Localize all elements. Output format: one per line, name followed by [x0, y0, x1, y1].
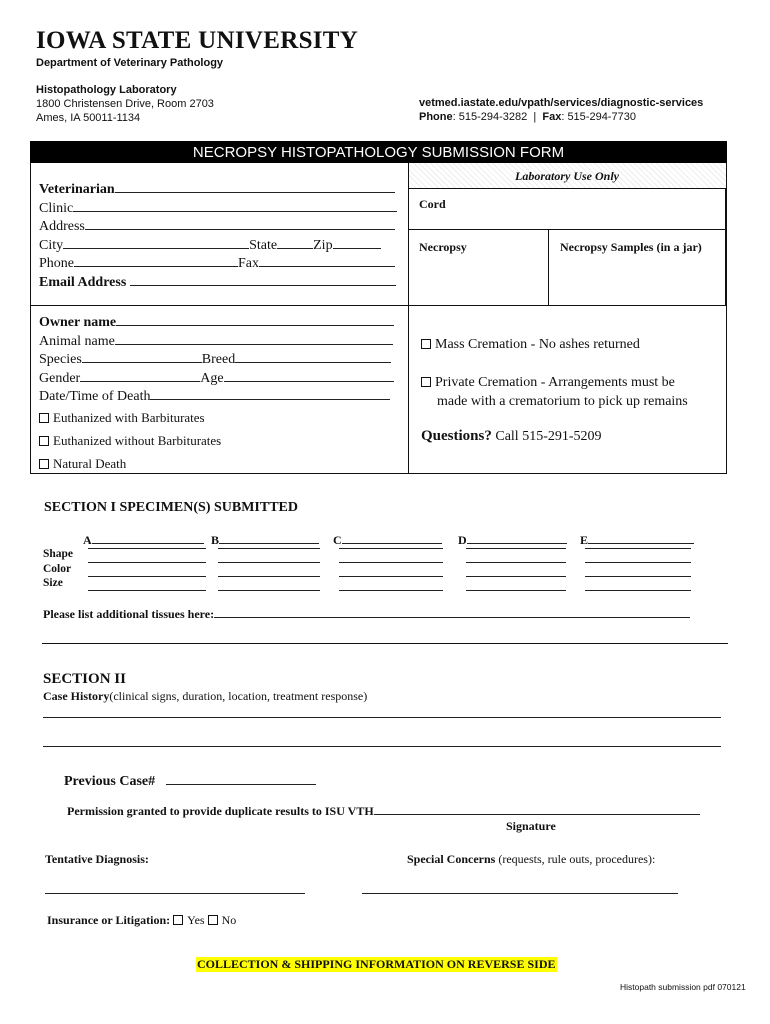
checkbox-icon[interactable]: [421, 377, 431, 387]
vet-owner-divider: [30, 305, 727, 306]
age-label: Age: [200, 370, 224, 386]
special-concerns-hint: (requests, rule outs, procedures):: [495, 852, 656, 866]
col-d: D: [458, 531, 567, 548]
death-label: Date/Time of Death: [39, 389, 151, 404]
phone-label: Phone: [419, 111, 453, 123]
section1-title: SECTION I SPECIMEN(S) SUBMITTED: [44, 500, 298, 515]
permission-field[interactable]: [67, 802, 700, 819]
veterinarian-label: Veterinarian: [39, 182, 115, 197]
address-field[interactable]: [39, 217, 403, 236]
specimen-cell[interactable]: [466, 590, 566, 591]
specimen-cell[interactable]: [339, 562, 443, 563]
permission-label: Permission granted to provide duplicate results to ISU VTH: [67, 804, 374, 818]
veterinarian-field[interactable]: [39, 180, 403, 199]
fax-label: Fax: [542, 111, 562, 123]
option-private-cremation[interactable]: Private Cremation - Arrangements must be: [421, 373, 688, 392]
no-label: No: [221, 913, 237, 927]
questions-line: [421, 428, 602, 445]
signature-label: Signature: [506, 819, 556, 833]
specimen-cell[interactable]: [466, 576, 566, 577]
phone-number: : 515-294-3282: [452, 111, 528, 123]
yes-checkbox-icon[interactable]: [173, 915, 183, 925]
lab-contact: [419, 96, 703, 124]
cord-label: Cord: [419, 197, 446, 211]
contact-separator: |: [533, 111, 537, 123]
row-size: Size: [43, 577, 63, 589]
specimen-cell[interactable]: [339, 576, 443, 577]
form-version: Histopath submission pdf 070121: [620, 982, 746, 992]
email-field[interactable]: [39, 273, 403, 292]
lab-address: [36, 83, 214, 125]
col-b: B: [211, 531, 319, 548]
specimen-cell[interactable]: [88, 562, 206, 563]
checkbox-icon[interactable]: [421, 339, 431, 349]
tentative-diagnosis-line[interactable]: [45, 893, 305, 894]
specimen-cell[interactable]: [218, 562, 320, 563]
lab-use-title: Laboratory Use Only: [515, 169, 619, 183]
case-history-label: Case History(clinical signs, duration, location, treatment response): [43, 689, 368, 703]
death-options: [39, 406, 221, 475]
insurance-field: [47, 913, 236, 928]
specimen-cell[interactable]: [466, 562, 566, 563]
address-line-1: 1800 Christensen Drive, Room 2703: [36, 98, 214, 110]
species-label: Species: [39, 352, 82, 367]
samples-label: Necropsy Samples (in a jar): [560, 240, 702, 254]
specimen-row-labels: [43, 547, 73, 591]
fax-number: : 515-294-7730: [561, 111, 636, 123]
specimen-cell[interactable]: [339, 590, 443, 591]
animal-name-label: Animal name: [39, 333, 115, 349]
specimen-cell[interactable]: [88, 576, 206, 577]
specimen-cell[interactable]: [585, 590, 691, 591]
animal-name-field[interactable]: [39, 332, 403, 351]
specimen-cell[interactable]: [218, 590, 320, 591]
insurance-label: Insurance or Litigation:: [47, 913, 171, 927]
university-name: IOWA STATE UNIVERSITY: [36, 27, 359, 54]
lab-name: Histopathology Laboratory: [36, 84, 177, 96]
owner-name-field[interactable]: [39, 313, 403, 332]
specimen-cell[interactable]: [88, 590, 206, 591]
checkbox-icon[interactable]: [39, 436, 49, 446]
specimen-cell[interactable]: [585, 548, 691, 549]
section2-title: SECTION II: [43, 671, 126, 687]
case-history-line-1[interactable]: [43, 717, 721, 718]
option-mass-cremation[interactable]: Mass Cremation - No ashes returned: [421, 335, 688, 354]
phone-label-vet: Phone: [39, 256, 74, 271]
col-e: E: [580, 531, 694, 548]
questions-phone: Call 515-291-5209: [491, 429, 602, 444]
cremation-options: [421, 335, 688, 411]
option-natural-death[interactable]: Natural Death: [39, 452, 221, 475]
form-title-bar: [30, 141, 727, 163]
checkbox-icon[interactable]: [39, 459, 49, 469]
previous-case-field[interactable]: [64, 772, 316, 790]
specimen-cell[interactable]: [466, 548, 566, 549]
previous-case-label: Previous Case#: [64, 774, 156, 789]
additional-tissues-label: Please list additional tissues here:: [43, 607, 215, 621]
death-date-field[interactable]: [39, 387, 403, 406]
cord-box: [408, 188, 726, 230]
tentative-diagnosis-label: Tentative Diagnosis:: [45, 852, 149, 866]
city-state-zip-field[interactable]: [39, 236, 403, 255]
department-name: Department of Veterinary Pathology: [36, 57, 224, 69]
row-shape: Shape: [43, 548, 74, 560]
owner-name-label: Owner name: [39, 315, 117, 330]
collection-shipping-note: COLLECTION & SHIPPING INFORMATION ON REVERSE SIDE: [197, 957, 556, 971]
col-a: A: [83, 531, 204, 548]
form-title: NECROPSY HISTOPATHOLOGY SUBMISSION FORM: [192, 144, 565, 161]
row-color: Color: [43, 562, 72, 575]
specimen-cell[interactable]: [218, 576, 320, 577]
vet-fields: [39, 180, 403, 291]
necropsy-label: Necropsy: [419, 240, 467, 254]
phone-fax-field[interactable]: [39, 254, 403, 273]
email-label: Email Address: [39, 274, 127, 290]
specimen-cell[interactable]: [585, 576, 691, 577]
clinic-label: Clinic: [39, 200, 74, 216]
special-concerns-label: Special Concerns (requests, rule outs, procedures):: [407, 852, 656, 866]
fax-label-vet: Fax: [238, 256, 259, 271]
owner-fields: [39, 313, 403, 406]
breed-label: Breed: [201, 352, 236, 367]
specimen-cell[interactable]: [88, 548, 206, 549]
case-history-hint: (clinical signs, duration, location, treatment response): [109, 689, 368, 703]
zip-label: Zip: [313, 237, 333, 253]
no-checkbox-icon[interactable]: [208, 915, 218, 925]
address-label: Address: [39, 219, 85, 234]
additional-tissues-field[interactable]: [43, 605, 690, 622]
special-concerns-line[interactable]: [362, 893, 678, 894]
owner-right-divider: [408, 305, 409, 474]
gender-age-field[interactable]: [39, 369, 403, 388]
yes-label: Yes: [187, 913, 205, 927]
option-euthanized-without[interactable]: Euthanized without Barbiturates: [39, 429, 221, 452]
option-euthanized-with[interactable]: Euthanized with Barbiturates: [39, 406, 221, 429]
specimen-cell[interactable]: [339, 548, 443, 549]
state-label: State: [249, 237, 278, 253]
section-divider: [42, 643, 728, 644]
university-logo: [36, 27, 358, 55]
checkbox-icon[interactable]: [39, 413, 49, 423]
case-history-line-2[interactable]: [43, 746, 721, 747]
lab-url: vetmed.iastate.edu/vpath/services/diagnostic-services: [419, 97, 704, 109]
private-cremation-line2: made with a crematorium to pick up remains: [437, 394, 688, 409]
species-breed-field[interactable]: [39, 350, 403, 369]
questions-label: Questions?: [421, 428, 492, 444]
specimen-cell[interactable]: [218, 548, 320, 549]
address-line-2: Ames, IA 50011-1134: [36, 112, 141, 124]
col-c: C: [333, 531, 442, 548]
city-label: City: [39, 237, 64, 253]
specimen-cell[interactable]: [585, 562, 691, 563]
phone-fax: [419, 110, 703, 124]
gender-label: Gender: [39, 370, 81, 386]
clinic-field[interactable]: [39, 199, 403, 218]
